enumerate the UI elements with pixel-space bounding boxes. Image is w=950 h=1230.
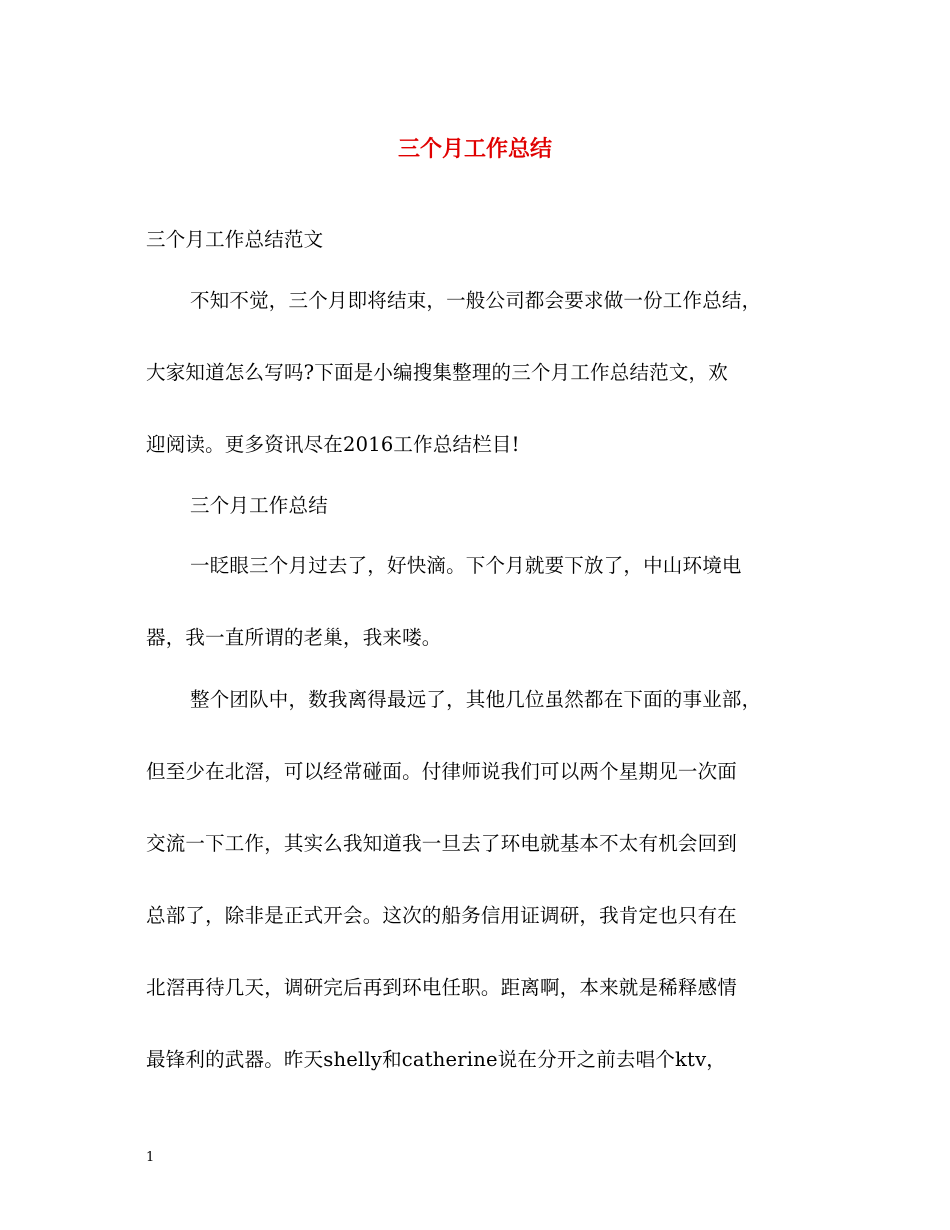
page-number: 1 — [146, 1150, 155, 1165]
paragraph-line: 但至少在北滘，可以经常碰面。付律师说我们可以两个星期见一次面 — [146, 760, 738, 783]
paragraph-line: 不知不觉，三个月即将结束，一般公司都会要求做一份工作总结， — [190, 289, 762, 312]
subtitle-line: 三个月工作总结范文 — [146, 228, 324, 251]
paragraph-line: 大家知道怎么写吗?下面是小编搜集整理的三个月工作总结范文，欢 — [146, 361, 728, 384]
paragraph-line: 北滘再待几天，调研完后再到环电任职。距离啊，本来就是稀释感情 — [146, 976, 738, 999]
paragraph-line: 交流一下工作，其实么我知道我一旦去了环电就基本不太有机会回到 — [146, 832, 738, 855]
paragraph-line: 整个团队中，数我离得最远了，其他几位虽然都在下面的事业部， — [190, 688, 762, 711]
paragraph-line: 最锋利的武器。昨天shelly和catherine说在分开之前去唱个ktv， — [146, 1048, 727, 1071]
paragraph-line: 迎阅读。更多资讯尽在2016工作总结栏目! — [146, 433, 520, 456]
paragraph-line: 器，我一直所谓的老巢，我来喽。 — [146, 626, 442, 649]
document-title: 三个月工作总结 — [397, 137, 552, 162]
paragraph-line: 总部了，除非是正式开会。这次的船务信用证调研，我肯定也只有在 — [146, 904, 738, 927]
paragraph-line: 一眨眼三个月过去了，好快滴。下个月就要下放了，中山环境电 — [190, 554, 742, 577]
section-heading-line: 三个月工作总结 — [190, 494, 328, 517]
